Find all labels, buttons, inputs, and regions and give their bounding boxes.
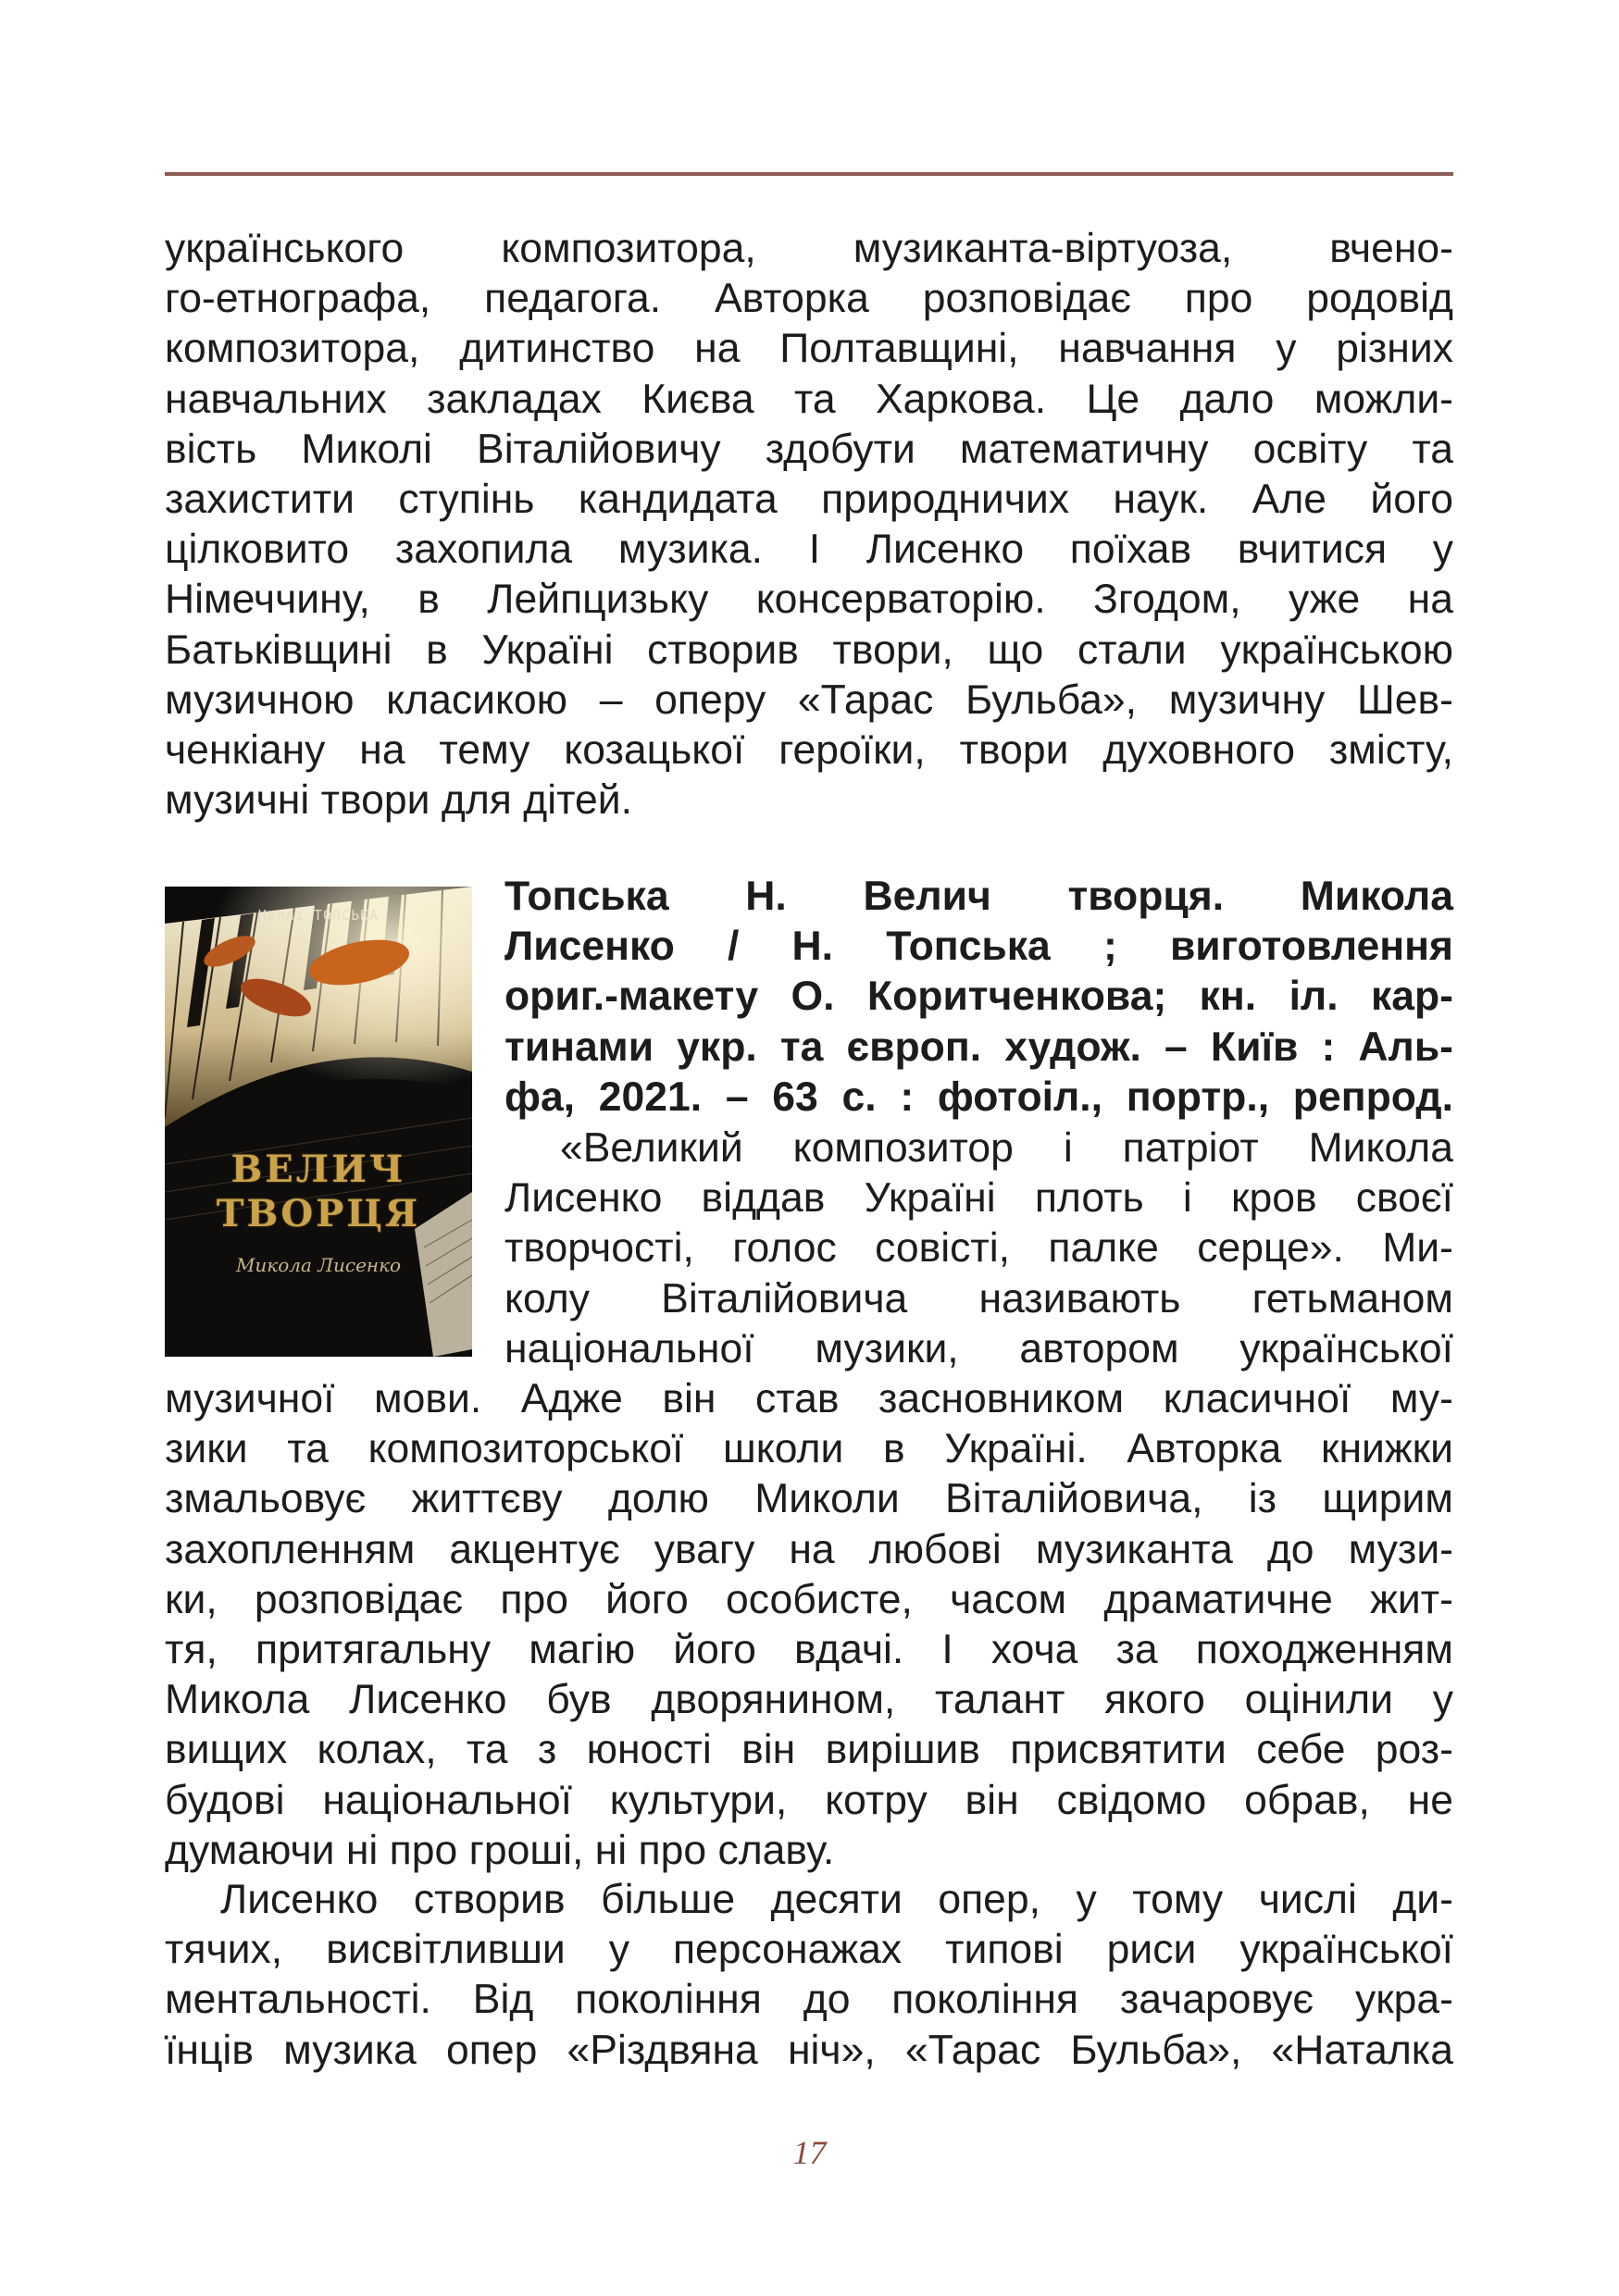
text-line: українського композитора, музиканта-віртуоза, вчено-	[165, 226, 1453, 271]
text-line: композитора, дитинство на Полтавщині, навчання у різних	[165, 326, 1453, 372]
book-description-top	[504, 1123, 1453, 1374]
text-line: музичні твори для дітей.	[165, 777, 632, 824]
book-description	[165, 1374, 1453, 1876]
text-line: захопленням акцентує увагу на любові музиканта до музи-	[165, 1526, 1453, 1572]
text-line: музичною класикою – оперу «Тарас Бульба», музичну Шев-	[165, 676, 1453, 723]
citation-line: Лисенко / Н. Топська ; виготовлення	[504, 924, 1453, 970]
operas-paragraph	[165, 1875, 1453, 2076]
cover-title-line2: ТВОРЦЯ	[216, 1192, 421, 1235]
text-line: зики та композиторської школи в Україні. Авторка книжки	[165, 1426, 1453, 1472]
cover-author: Неллі ТОПСЬКА	[257, 907, 380, 924]
text-line: творчості, голос совісті, палке серце». Ми-	[504, 1225, 1453, 1272]
text-line: тя, притягальну магію його вдачі. І хоча за походженням	[165, 1627, 1453, 1673]
text-line: тячих, висвітливши у персонажах типові риси української	[165, 1927, 1453, 1973]
text-line: вість Миколі Віталійовичу здобути математичну освіту та	[165, 426, 1453, 472]
text-line: цілковито захопила музика. І Лисенко поїхав вчитися у	[165, 527, 1453, 573]
citation-line: Топська Н. Велич творця. Микола	[504, 874, 1453, 919]
text-line: Лисенко віддав Україні плоть і кров своєї	[504, 1175, 1453, 1222]
cover-title-line1: ВЕЛИЧ	[230, 1148, 406, 1191]
cover-subtitle: Микола Лисенко	[235, 1254, 402, 1276]
text-line: ки, розповідає про його особисте, часом драматичне жит-	[165, 1576, 1453, 1622]
page-number: 17	[792, 2134, 827, 2171]
piano-keys-illustration	[165, 887, 472, 1357]
text-line: ченкіану на тему козацької героїки, твори духовного змісту,	[165, 727, 1453, 774]
text-line: будові національної культури, котру він свідомо обрав, не	[165, 1777, 1453, 1823]
citation-line: ориг.-макету О. Коритченкова; кн. іл. кар-	[504, 974, 1453, 1020]
citation-line: тинами укр. та європ. худож. – Київ : Аль-	[504, 1024, 1453, 1070]
text-line: Лисенко створив більше десяти опер, у тому числі ди-	[220, 1877, 1453, 1922]
header-rule	[165, 172, 1453, 176]
book-cover-image	[165, 887, 472, 1357]
text-line: Микола Лисенко був дворянином, талант якого оцінили у	[165, 1677, 1453, 1723]
text-line: захистити ступінь кандидата природничих наук. Але його	[165, 477, 1453, 523]
text-line: Німеччину, в Лейпцизьку консерваторію. Згодом, уже на	[165, 577, 1453, 623]
text-line: змальовує життєву долю Миколи Віталійовича, із щирим	[165, 1476, 1453, 1522]
text-line: ментальності. Від покоління до покоління зачаровує укра-	[165, 1977, 1453, 2023]
citation-line: фа, 2021. – 63 с. : фотоіл., портр., репрод.	[504, 1074, 1453, 1120]
text-line: навчальних закладах Києва та Харкова. Це дало можли-	[165, 376, 1453, 422]
text-line: Батьківщині в Україні створив твори, що стали українською	[165, 627, 1453, 673]
text-line: колу Віталійовича називають гетьманом	[504, 1275, 1453, 1322]
text-line: «Великий композитор і патріот Микола	[560, 1125, 1453, 1171]
book-citation	[504, 872, 1453, 1123]
text-line: думаючи ні про гроші, ні про славу.	[165, 1827, 835, 1873]
text-line: їнців музика опер «Різдвяна ніч», «Тарас Бульба», «Наталка	[165, 2027, 1453, 2073]
text-line: го-етнографа, педагога. Авторка розповідає про родовід	[165, 276, 1453, 322]
text-line: вищих колах, та з юності він вирішив присвятити себе роз-	[165, 1727, 1453, 1773]
text-line: національної музики, автором української	[504, 1325, 1453, 1371]
text-line: музичної мови. Адже він став засновником класичної му-	[165, 1376, 1453, 1421]
intro-paragraph	[165, 224, 1453, 825]
